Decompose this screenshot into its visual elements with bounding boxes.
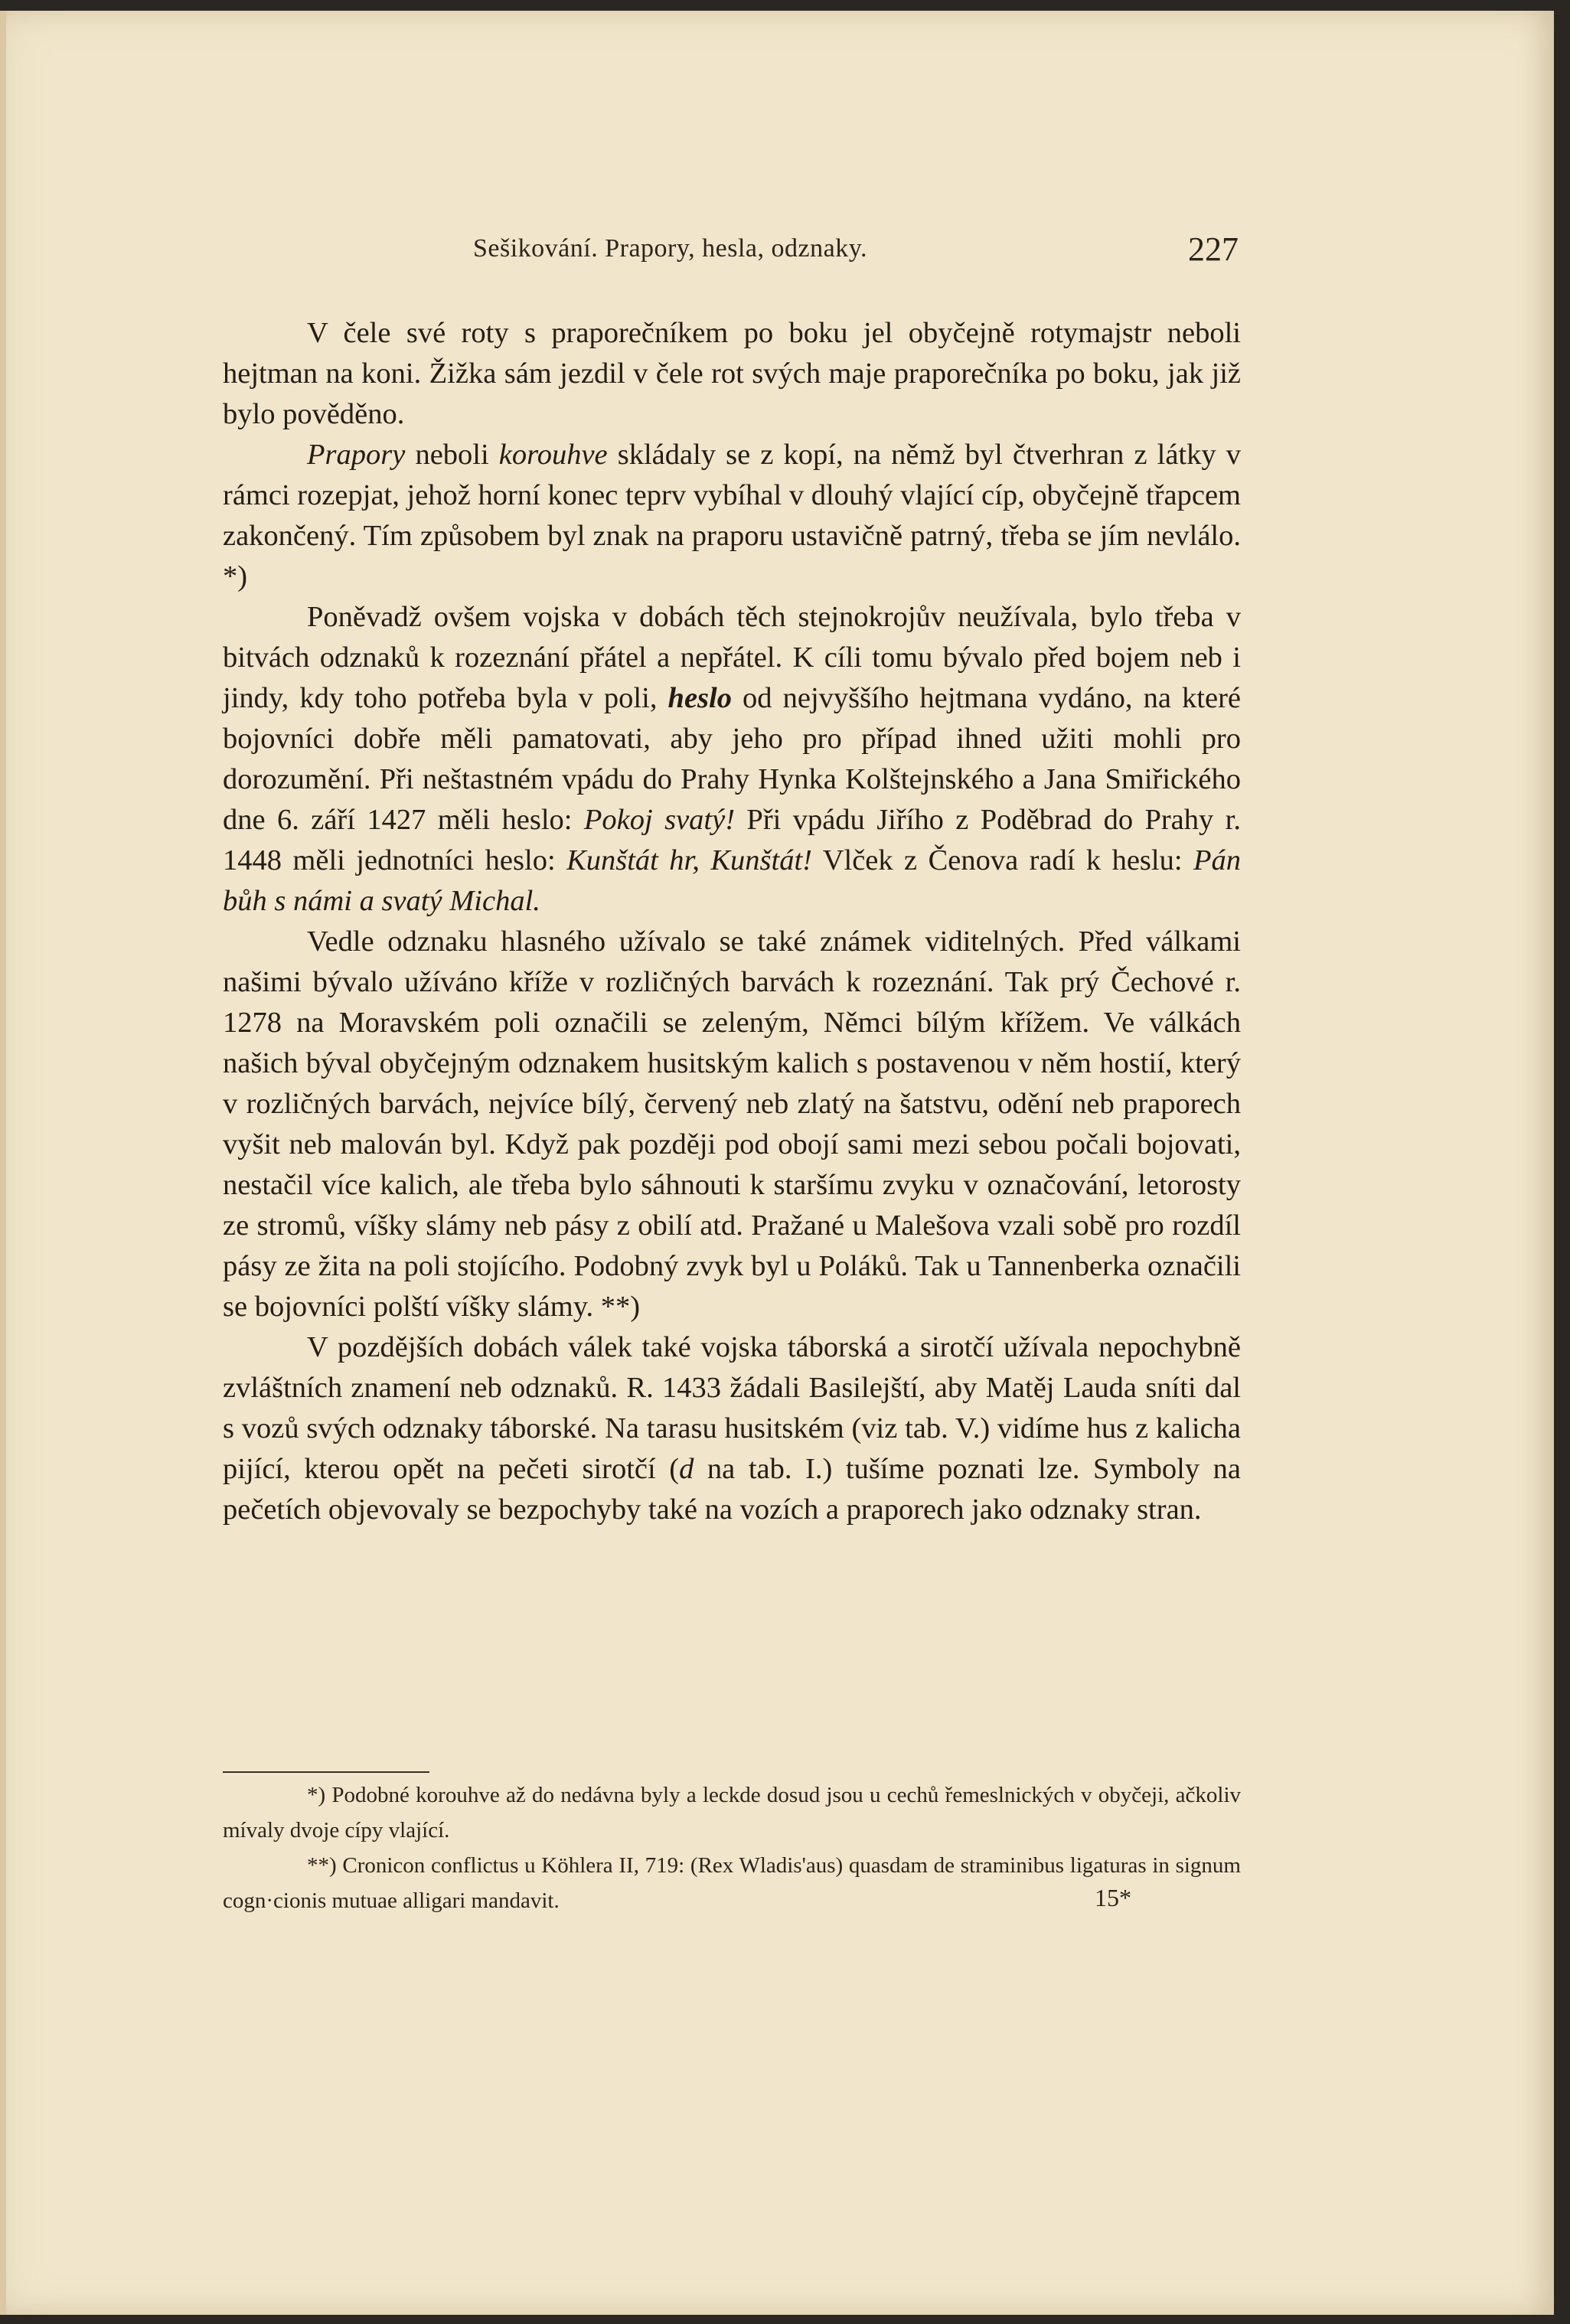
paragraph-5-text-a: V pozdějších dobách válek také vojska táborská a sirotčí užívala nepochybně zvláštních znamení neb odznaků. R. 1433 žádali Basilejští, aby Matěj Lauda sníti dal s vozů svých odznaky táborské. Na tarasu husitském (viz tab. V.) vidíme hus z kalicha pijící, kterou opět na pečeti sirotčí ( <box>223 1331 1241 1485</box>
paragraph-5 <box>223 1327 1241 1530</box>
paragraph-2-text-a: neboli <box>405 439 499 471</box>
paragraph-1: V čele své roty s praporečníkem po boku jel obyčejně rotymajstr neboli hejtman na koni. Žižka sám jezdil v čele rot svých maje praporečníka po boku, jak již bylo pověděno. <box>223 317 1241 430</box>
footnote-rule <box>223 1771 429 1773</box>
paragraph-2 <box>223 435 1241 597</box>
paragraph-5-text-b: na tab. I.) tušíme poznati lze. Symboly na pečetích objevovaly se bezpochyby také na vozích a praporech jako odznaky stran. <box>223 1453 1242 1526</box>
book-page <box>0 11 1554 2315</box>
footnote-2: **) Cronicon conflictus u Köhlera II, 719: (Rex Wladis'aus) quasdam de straminibus ligaturas in signum cogn·cionis mutuae alligari mandavit. <box>223 1853 1241 1913</box>
paragraph-2-text-b: skládaly se z kopí, na němž byl čtverhran z látky v rámci rozepjat, jehož horní konec teprv vybíhal v dlouhý vlající cíp, obyčejně třapcem zakončený. Tím způsobem byl znak na praporu ustavičně patrný, třeba se jím nevlálo. *) <box>223 439 1241 592</box>
running-head: Sešikování. Prapory, hesla, odznaky. <box>473 234 867 263</box>
emphasis-password-3: Pán bůh s námi a svatý Michal. <box>223 844 1241 917</box>
page-header <box>473 230 1239 280</box>
emphasis-password-1: Pokoj svatý! <box>583 804 736 836</box>
emphasis-prapory: Prapory <box>307 439 406 471</box>
paragraph-4: Vedle odznaku hlasného užívalo se také známek viditelných. Před válkami našimi bývalo užíváno kříže v rozličných barvách k rozeznání. Tak prý Čechové r. 1278 na Moravském poli označili se zeleným, Němci bílým křížem. Ve válkách našich býval obyčejným odznakem husitským kalich s postavenou v něm hostií, který v rozličných barvách, nejvíce bílý, červený neb zlatý na šatstvu, odění neb praporech vyšit neb malován byl. Když pak později pod obojí sami mezi sebou počali bojovati, nestačil více kalich, ale třeba bylo sáhnouti k staršímu zvyku v označování, letorosty ze stromů, víšky slámy neb pásy z obilí atd. Pražané u Malešova vzali sobě pro rozdíl pásy ze žita na poli stojícího. Podobný zvyk byl u Poláků. Tak u Tannenberka označili se bojovníci polští víšky slámy. **) <box>223 925 1241 1323</box>
body-text <box>223 313 1241 1530</box>
paragraph-3-text-a: Poněvadž ovšem vojska v dobách těch stejnokrojův neužívala, bylo třeba v bitvách odznaků k rozeznání přátel a nepřátel. K cíli tomu bývalo před bojem neb i jindy, kdy toho potřeba byla v poli, <box>223 601 1241 714</box>
emphasis-password-2: Kunštát hr, Kunštát! <box>566 844 812 876</box>
paragraph-3 <box>223 597 1241 922</box>
paragraph-3-text-b: od nejvyššího hejtmana vydáno, na které bojovníci dobře měli pamatovati, aby jeho pro případ ihned užiti mohli pro dorozumění. Při neštastném vpádu do Prahy Hynka Kolštejnského a Jana Smiřického dne 6. září 1427 měli heslo: <box>223 682 1241 836</box>
page-number: 227 <box>1188 230 1239 268</box>
emphasis-d: d <box>679 1453 694 1485</box>
emphasis-heslo: heslo <box>667 682 732 714</box>
paragraph-3-text-d: Vlček z Čenova radí k heslu: <box>811 844 1193 876</box>
footnotes <box>223 1777 1241 1918</box>
footnote-1: *) Podobné korouhve až do nedávna byly a leckde dosud jsou u cechů řemeslnických v obyčeji, ačkoliv mívaly dvoje cípy vlající. <box>223 1783 1241 1843</box>
paragraph-3-text-c: Při vpádu Jiřího z Poděbrad do Prahy r. 1448 měli jednotníci heslo: <box>223 804 1241 876</box>
emphasis-korouhve: korouhve <box>498 439 608 471</box>
signature-mark: 15* <box>1095 1884 1131 1911</box>
